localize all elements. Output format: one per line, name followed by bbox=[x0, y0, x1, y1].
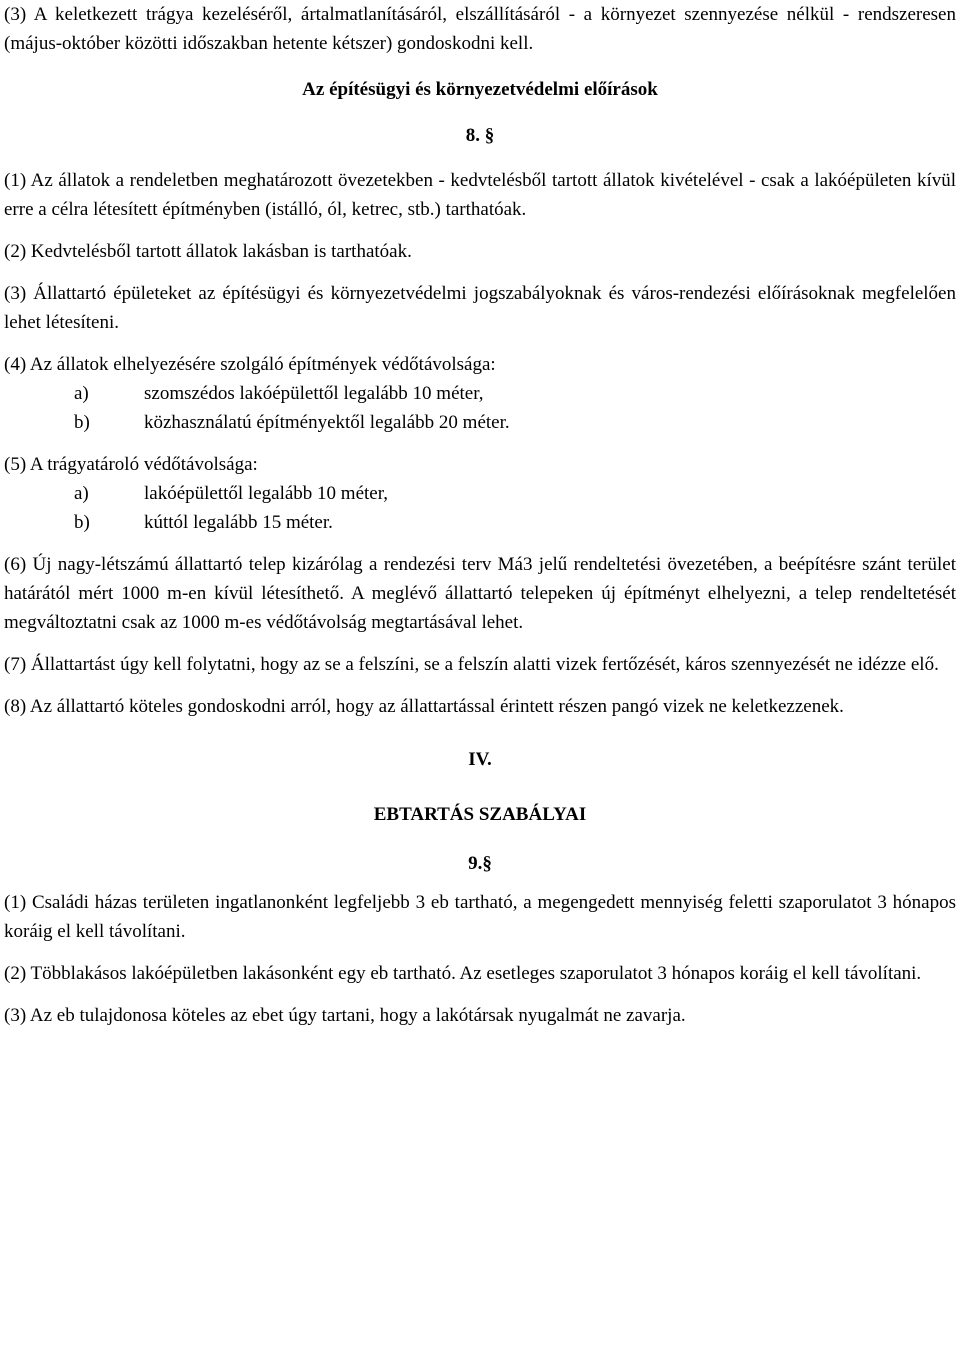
paragraph-9-3: (3) Az eb tulajdonosa köteles az ebet úgy tartani, hogy a lakótársak nyugalmát ne zavarja. bbox=[4, 1005, 686, 1026]
paragraph-8-3: (3) Állattartó épületeket az építésügyi és környezetvédelmi jogszabályoknak és város-rendezési előírásoknak megfelelően lehet létesíteni. bbox=[4, 283, 956, 333]
paragraph-8-8: (8) Az állattartó köteles gondoskodni arról, hogy az állattartással érintett részen pangó vizek ne keletkezzenek. bbox=[4, 696, 844, 717]
chapter-title: EBTARTÁS SZABÁLYAI bbox=[373, 804, 587, 825]
list-item-text: szomszédos lakóépülettől legalább 10 méter, bbox=[144, 383, 484, 404]
list-item-marker: b) bbox=[74, 412, 90, 433]
list-item-marker: a) bbox=[74, 383, 89, 404]
paragraph-8-2: (2) Kedvtelésből tartott állatok lakásban is tarthatóak. bbox=[4, 241, 412, 262]
paragraph-8-4-lead: (4) Az állatok elhelyezésére szolgáló építmények védőtávolsága: bbox=[4, 354, 496, 375]
list-item bbox=[4, 479, 956, 508]
list-item bbox=[4, 408, 956, 437]
list-item-text: lakóépülettől legalább 10 méter, bbox=[144, 483, 389, 504]
paragraph-8-5-lead: (5) A trágyatároló védőtávolsága: bbox=[4, 454, 258, 475]
paragraph-9-1: (1) Családi házas területen ingatlanonként legfeljebb 3 eb tartható, a megengedett mennyiség feletti szaporulatot 3 hónapos koráig el kell távolítani. bbox=[4, 892, 956, 942]
list-item-marker: a) bbox=[74, 483, 89, 504]
paragraph-8-7: (7) Állattartást úgy kell folytatni, hogy az se a felszíni, se a felszín alatti vizek fertőzését, káros szennyezését ne idézze elő. bbox=[4, 654, 939, 675]
list-item-text: kúttól legalább 15 méter. bbox=[144, 512, 333, 533]
section-9-mark: 9.§ bbox=[468, 853, 492, 874]
section-8-mark: 8. § bbox=[465, 125, 495, 146]
document-page bbox=[4, 0, 956, 1030]
paragraph-intro-3: (3) A keletkezett trágya kezeléséről, ártalmatlanításáról, elszállításáról - a környezet szennyezése nélkül - rendszeresen (május-október közötti időszakban hetente kétszer) gondoskodni kell. bbox=[4, 4, 956, 54]
chapter-number: IV. bbox=[468, 749, 492, 770]
list-item bbox=[4, 508, 956, 537]
paragraph-9-2: (2) Többlakásos lakóépületben lakásonként egy eb tartható. Az esetleges szaporulatot 3 hónapos koráig el kell távolítani. bbox=[4, 963, 922, 984]
paragraph-8-1: (1) Az állatok a rendeletben meghatározott övezetekben - kedvtelésből tartott állatok kivételével - csak a lakóépületen kívül erre a célra létesített építményben (istálló, ól, ketrec, stb.) tarthatóak. bbox=[4, 170, 956, 220]
paragraph-8-6: (6) Új nagy-létszámú állattartó telep kizárólag a rendezési terv Má3 jelű rendeltetési övezetében, a beépítésre szánt terület határától mért 1000 m-en kívül létesíthető. A meglévő állattartó telepeken új építményt elhelyezni, a telep rendeltetését megváltoztatni csak az 1000 m-es védőtávolság megtartásával lehet. bbox=[4, 554, 956, 633]
list-item bbox=[4, 379, 956, 408]
list-item-marker: b) bbox=[74, 512, 90, 533]
section-heading: Az építésügyi és környezetvédelmi előírások bbox=[302, 79, 658, 100]
list-item-text: közhasználatú építményektől legalább 20 méter. bbox=[144, 412, 510, 433]
